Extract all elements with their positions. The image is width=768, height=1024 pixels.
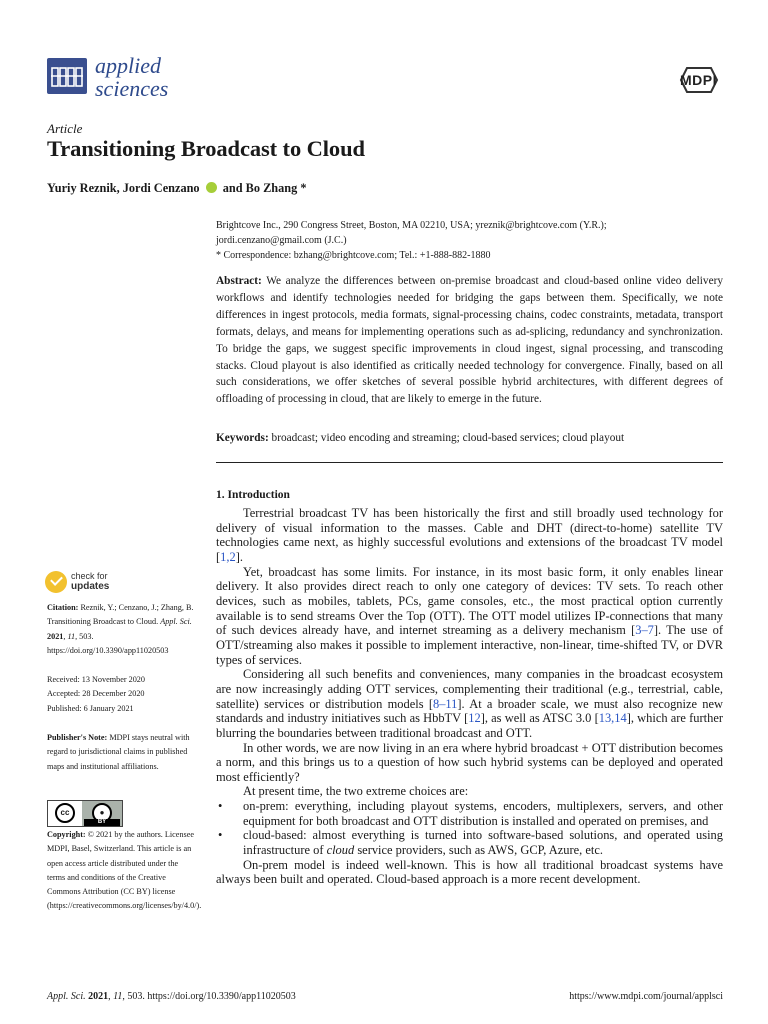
- keywords-text: broadcast; video encoding and streaming; cloud-based services; cloud playout: [271, 432, 625, 444]
- journal-name-line2: sciences: [95, 76, 169, 101]
- check-for-updates-badge[interactable]: [45, 569, 125, 597]
- author-list: [47, 181, 306, 196]
- paragraph: At present time, the two extreme choices are:: [243, 784, 469, 799]
- section-divider: [216, 462, 723, 463]
- citation-link[interactable]: 1,2: [220, 549, 236, 564]
- copyright-notice: Copyright: © 2021 by the authors. Licensee MDPI, Basel, Switzerland. This article is an open access article distributed under the terms and conditions of the Creative Commons Attribution (CC BY) license (https://creativecommons.org/licenses/by/4.0/).: [47, 830, 202, 911]
- keywords-label: Keywords:: [216, 432, 269, 444]
- body-text: [216, 506, 723, 887]
- list-item: • cloud-based: almost everything is turned into software-based solutions, and operated using infrastructure of cloud service providers, such as AWS, GCP, Azure, etc.: [216, 828, 723, 857]
- person-icon: ●: [92, 803, 112, 823]
- list-item: • on-prem: everything, including playout systems, encoders, multiplexers, servers, and other equipment for both broadcast and OTT distribution is installed and operated on premises, and: [216, 799, 723, 828]
- paragraph: Yet, broadcast has some limits. For instance, in its most basic form, it only enables linear delivery. It also provides direct reach to only one category of devices: TV sets. To reach other devices, such as mobiles, tablets, PCs, game consoles, etc., the most practical option currently available is to send streams Over the Top (OTT). The OTT model utilizes IP-connections that many of such devices already have, and internet streaming as a delivery mechanism [3–7]. The use of OTT/streaming also makes it possible to implement interactive, non-linear, time-shifted TV, or DVR types of services.: [216, 564, 723, 667]
- mdpi-logo-text: MDPI: [680, 72, 717, 88]
- citation-link[interactable]: 12: [468, 711, 481, 726]
- citation-label: Citation:: [47, 603, 79, 612]
- check-updates-text: check for updates: [71, 571, 110, 592]
- citation-link[interactable]: 13,14: [598, 711, 627, 726]
- orcid-icon[interactable]: [206, 182, 217, 193]
- accepted-date: Accepted: 28 December 2020: [47, 689, 145, 699]
- footer-journal-url[interactable]: https://www.mdpi.com/journal/applsci: [569, 991, 723, 1002]
- published-date: Published: 6 January 2021: [47, 703, 134, 713]
- citation-link[interactable]: 3–7: [635, 623, 654, 638]
- journal-name: [95, 54, 168, 100]
- affiliation-line: jordi.cenzano@gmail.com (J.C.): [216, 235, 347, 246]
- paragraph: On-prem model is indeed well-known. This is how all traditional broadcast systems have always been built and operated. Cloud-based approach is a more recent development.: [216, 857, 723, 887]
- authors-part-1: Yuriy Reznik, Jordi Cenzano: [47, 181, 200, 195]
- journal-logo-icon: [47, 58, 87, 94]
- mdpi-logo: [677, 66, 721, 94]
- authors-part-2: and Bo Zhang *: [222, 181, 307, 195]
- journal-logo: [47, 53, 197, 102]
- bullet-list: [216, 799, 723, 858]
- cc-by-license-badge[interactable]: [47, 800, 123, 827]
- paragraph: Terrestrial broadcast TV has been historically the first and still broadly used technology for delivery of visual information to the masses. Cable and DHT (direct-to-home) satellite TV technologies came next, as highly successful evolutions and extensions of the broadcast TV model [1,2].: [216, 506, 723, 564]
- citation-link[interactable]: 8–11: [432, 696, 458, 711]
- publisher-note: Publisher's Note: MDPI stays neutral with regard to jurisdictional claims in published maps and institutional affiliations.: [47, 733, 190, 771]
- publication-dates: [47, 673, 197, 716]
- by-label: BY: [84, 819, 120, 826]
- check-icon: [45, 571, 67, 593]
- cc-icon: cc: [55, 803, 75, 823]
- abstract-text: We analyze the differences between on-premise broadcast and cloud-based online video delivery workflows and identify technologies needed for bridging the gaps between them. Specifically, we note differences in ingest protocols, media formats, signal-processing chains, codec constraints, metadata, transport formats, delays, and means for implementing operations such as ad-splicing, redundancy and synchronization. To bridge the gaps, we suggest specific improvements in cloud ingest, signal processing, and transcoding stacks. Cloud playout is also identified as critically needed technology for convergence. Finally, based on all such considerations, we offer sketches of several possible hybrid architectures, with different degrees of offloading of processing in cloud, that are likely to emerge in the future.: [216, 275, 723, 406]
- abstract: [216, 273, 723, 408]
- affiliation-line: Brightcove Inc., 290 Congress Street, Boston, MA 02210, USA; yreznik@brightcove.com (Y.R.);: [216, 220, 607, 231]
- citation-doi[interactable]: , 503. https://doi.org/10.3390/app11020503: [47, 631, 169, 655]
- citation-block: Citation: Reznik, Y.; Cenzano, J.; Zhang, B. Transitioning Broadcast to Cloud. Appl. Sci. 2021, 11, 503. https://doi.org/10.3390/app11020503: [47, 603, 194, 655]
- received-date: Received: 13 November 2020: [47, 675, 145, 684]
- section-heading: 1. Introduction: [216, 489, 290, 501]
- keywords: [216, 430, 723, 446]
- affiliation: [216, 218, 723, 263]
- paragraph: Considering all such benefits and conveniences, many companies in the broadcast ecosystem are now increasingly adding OTT services, complementing their traditional (e.g., terrestrial, cable, satellite) services or distribution models [8–11]. At a broader scale, we must also recognize new standards and industry initiatives such as HbbTV [12], as well as ATSC 3.0 [13,14], which are further blurring the boundaries between traditional broadcast and OTT.: [216, 667, 723, 740]
- footer-doi[interactable]: , 503. https://doi.org/10.3390/app11020503: [122, 991, 296, 1002]
- abstract-label: Abstract:: [216, 275, 262, 287]
- journal-name-line1: applied: [95, 53, 161, 78]
- correspondence: * Correspondence: bzhang@brightcove.com; Tel.: +1-888-882-1880: [216, 250, 491, 261]
- paper-title: Transitioning Broadcast to Cloud: [47, 136, 365, 161]
- paragraph: In other words, we are now living in an era where hybrid broadcast + OTT distribution becomes a norm, and this brings us to a question of how such hybrid systems can be deployed and operated most efficiently?: [216, 740, 723, 784]
- article-type: Article: [47, 121, 83, 136]
- footer-citation: Appl. Sci. 2021, 11, 503. https://doi.org/10.3390/app11020503: [47, 991, 296, 1002]
